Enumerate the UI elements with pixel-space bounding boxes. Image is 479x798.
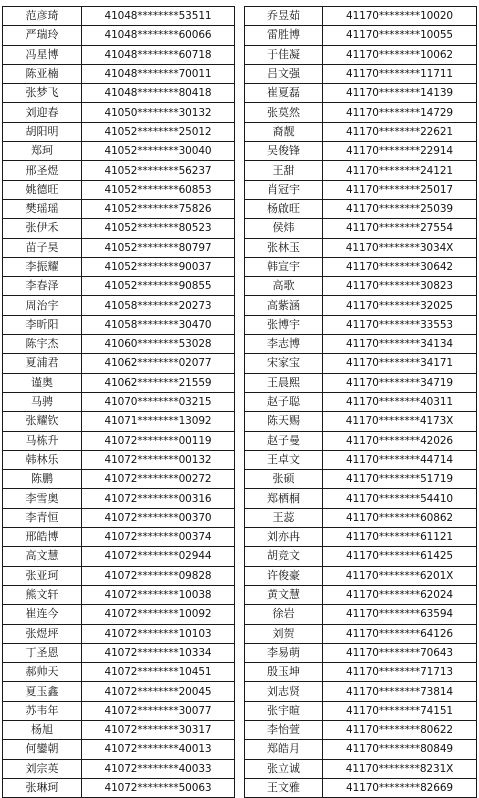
table-row xyxy=(3,219,235,238)
table-row xyxy=(3,528,235,547)
table-row xyxy=(245,585,477,604)
person-name-cell: 马骋 xyxy=(3,392,82,411)
id-number-cell: 41170********70643 xyxy=(323,643,477,662)
table-row xyxy=(3,84,235,103)
id-number-cell: 41170********22914 xyxy=(323,142,477,161)
person-name-cell: 马栋升 xyxy=(3,431,82,450)
id-number-cell: 41072********40033 xyxy=(82,759,235,778)
table-row xyxy=(245,392,477,411)
table-row xyxy=(245,122,477,141)
person-name-cell: 李春泽 xyxy=(3,277,82,296)
id-number-cell: 41048********53511 xyxy=(82,7,235,26)
id-number-cell: 41170********71713 xyxy=(323,663,477,682)
person-name-cell: 张硕 xyxy=(245,470,323,489)
table-row xyxy=(245,45,477,64)
id-number-cell: 41072********02944 xyxy=(82,547,235,566)
person-name-cell: 张耀钦 xyxy=(3,412,82,431)
table-row xyxy=(3,682,235,701)
id-number-cell: 41170********61425 xyxy=(323,547,477,566)
person-name-cell: 张琳珂 xyxy=(3,778,82,797)
person-name-cell: 许俊豪 xyxy=(245,566,323,585)
table-row xyxy=(3,643,235,662)
table-row xyxy=(245,778,477,797)
id-number-cell: 41170********73814 xyxy=(323,682,477,701)
table-row xyxy=(245,740,477,759)
table-row xyxy=(3,161,235,180)
person-name-cell: 高歌 xyxy=(245,277,323,296)
table-row xyxy=(245,605,477,624)
id-number-cell: 41052********90855 xyxy=(82,277,235,296)
id-number-cell: 41170********14729 xyxy=(323,103,477,122)
id-number-cell: 41170********22621 xyxy=(323,122,477,141)
person-name-cell: 崔连今 xyxy=(3,605,82,624)
person-name-cell: 张立诚 xyxy=(245,759,323,778)
person-name-cell: 裔靓 xyxy=(245,122,323,141)
id-number-cell: 41072********00132 xyxy=(82,450,235,469)
id-number-cell: 41170********34171 xyxy=(323,354,477,373)
id-number-cell: 41170********30642 xyxy=(323,257,477,276)
table-row xyxy=(245,547,477,566)
person-name-cell: 郝帅天 xyxy=(3,663,82,682)
person-name-cell: 韩林乐 xyxy=(3,450,82,469)
person-name-cell: 杨旭 xyxy=(3,720,82,739)
table-row xyxy=(245,238,477,257)
table-row xyxy=(3,547,235,566)
person-name-cell: 胡阳明 xyxy=(3,122,82,141)
person-name-cell: 刘志贤 xyxy=(245,682,323,701)
id-number-cell: 41060********53028 xyxy=(82,335,235,354)
table-row xyxy=(245,701,477,720)
table-row xyxy=(3,663,235,682)
id-number-cell: 41170********82669 xyxy=(323,778,477,797)
person-name-cell: 熊文轩 xyxy=(3,585,82,604)
id-number-cell: 41170********27554 xyxy=(323,219,477,238)
table-row xyxy=(3,605,235,624)
id-number-cell: 41170********64126 xyxy=(323,624,477,643)
person-name-cell: 邢圣煜 xyxy=(3,161,82,180)
id-number-cell: 41072********20045 xyxy=(82,682,235,701)
id-number-cell: 41072********00316 xyxy=(82,489,235,508)
table-row xyxy=(3,238,235,257)
id-number-cell: 41072********00370 xyxy=(82,508,235,527)
id-number-cell: 41170********80849 xyxy=(323,740,477,759)
id-number-cell: 41170********33553 xyxy=(323,315,477,334)
table-row xyxy=(245,489,477,508)
table-row xyxy=(245,624,477,643)
person-name-cell: 李志博 xyxy=(245,335,323,354)
person-name-cell: 雷胜博 xyxy=(245,26,323,45)
id-number-cell: 41170********8231X xyxy=(323,759,477,778)
person-name-cell: 冯星博 xyxy=(3,45,82,64)
id-number-cell: 41170********25017 xyxy=(323,180,477,199)
id-number-cell: 41170********4173X xyxy=(323,412,477,431)
table-row xyxy=(245,720,477,739)
id-number-cell: 41052********90037 xyxy=(82,257,235,276)
id-number-cell: 41048********60066 xyxy=(82,26,235,45)
id-number-cell: 41170********51719 xyxy=(323,470,477,489)
id-number-cell: 41170********10020 xyxy=(323,7,477,26)
person-name-cell: 张亚珂 xyxy=(3,566,82,585)
table-row xyxy=(245,470,477,489)
person-name-cell: 高文慧 xyxy=(3,547,82,566)
person-name-cell: 刘迎春 xyxy=(3,103,82,122)
person-name-cell: 刘贺 xyxy=(245,624,323,643)
table-row xyxy=(3,740,235,759)
id-number-cell: 41072********10038 xyxy=(82,585,235,604)
person-name-cell: 张煜坪 xyxy=(3,624,82,643)
id-number-cell: 41072********10451 xyxy=(82,663,235,682)
person-name-cell: 李易萌 xyxy=(245,643,323,662)
table-row xyxy=(3,315,235,334)
table-row xyxy=(3,701,235,720)
table-row xyxy=(245,508,477,527)
person-name-cell: 夏浦君 xyxy=(3,354,82,373)
id-number-cell: 41170********30823 xyxy=(323,277,477,296)
table-row xyxy=(3,26,235,45)
table-row xyxy=(3,508,235,527)
person-name-cell: 赵子曼 xyxy=(245,431,323,450)
id-number-cell: 41170********54410 xyxy=(323,489,477,508)
table-row xyxy=(245,335,477,354)
table-row xyxy=(245,759,477,778)
id-number-cell: 41072********50063 xyxy=(82,778,235,797)
id-number-cell: 41170********11711 xyxy=(323,64,477,83)
table-row xyxy=(3,431,235,450)
table-row xyxy=(245,257,477,276)
table-row xyxy=(245,180,477,199)
person-name-cell: 李振耀 xyxy=(3,257,82,276)
id-number-cell: 41170********14139 xyxy=(323,84,477,103)
id-number-cell: 41052********30040 xyxy=(82,142,235,161)
id-number-cell: 41048********70011 xyxy=(82,64,235,83)
id-number-cell: 41070********03215 xyxy=(82,392,235,411)
table-row xyxy=(245,7,477,26)
table-row xyxy=(245,219,477,238)
person-name-cell: 张林玉 xyxy=(245,238,323,257)
table-row xyxy=(245,354,477,373)
id-number-cell: 41048********60718 xyxy=(82,45,235,64)
person-name-cell: 丁圣恩 xyxy=(3,643,82,662)
table-row xyxy=(245,277,477,296)
person-name-cell: 黄文慧 xyxy=(245,585,323,604)
person-name-cell: 李怡萱 xyxy=(245,720,323,739)
id-number-cell: 41072********10103 xyxy=(82,624,235,643)
person-name-cell: 何鑾朝 xyxy=(3,740,82,759)
id-number-cell: 41062********02077 xyxy=(82,354,235,373)
table-row xyxy=(3,335,235,354)
person-name-cell: 李青恒 xyxy=(3,508,82,527)
right-roster-body xyxy=(245,7,477,798)
id-number-cell: 41052********60853 xyxy=(82,180,235,199)
table-row xyxy=(3,64,235,83)
id-number-cell: 41170********62024 xyxy=(323,585,477,604)
person-name-cell: 樊瑶瑶 xyxy=(3,199,82,218)
id-number-cell: 41072********09828 xyxy=(82,566,235,585)
person-name-cell: 严瑞玲 xyxy=(3,26,82,45)
table-row xyxy=(245,103,477,122)
person-name-cell: 李雪奥 xyxy=(3,489,82,508)
person-name-cell: 陈宇杰 xyxy=(3,335,82,354)
id-number-cell: 41052********25012 xyxy=(82,122,235,141)
table-row xyxy=(245,64,477,83)
person-name-cell: 宋家宝 xyxy=(245,354,323,373)
person-name-cell: 王文雅 xyxy=(245,778,323,797)
id-number-cell: 41072********10334 xyxy=(82,643,235,662)
person-name-cell: 胡竞文 xyxy=(245,547,323,566)
table-row xyxy=(245,663,477,682)
person-name-cell: 高紫涵 xyxy=(245,296,323,315)
person-name-cell: 杨啟旺 xyxy=(245,199,323,218)
id-number-cell: 41052********56237 xyxy=(82,161,235,180)
id-number-cell: 41050********30132 xyxy=(82,103,235,122)
table-row xyxy=(245,412,477,431)
table-row xyxy=(245,315,477,334)
table-row xyxy=(3,450,235,469)
person-name-cell: 范彦琦 xyxy=(3,7,82,26)
person-name-cell: 乔昱茹 xyxy=(245,7,323,26)
person-name-cell: 王蕊 xyxy=(245,508,323,527)
person-name-cell: 刘亦冉 xyxy=(245,528,323,547)
id-number-cell: 41170********6201X xyxy=(323,566,477,585)
table-row xyxy=(3,720,235,739)
id-number-cell: 41170********80622 xyxy=(323,720,477,739)
table-row xyxy=(3,7,235,26)
table-row xyxy=(245,566,477,585)
left-roster-body xyxy=(3,7,235,798)
left-roster-table xyxy=(2,6,235,798)
id-number-cell: 41072********10092 xyxy=(82,605,235,624)
table-row xyxy=(245,450,477,469)
id-number-cell: 41170********74151 xyxy=(323,701,477,720)
table-row xyxy=(3,103,235,122)
person-name-cell: 张莫然 xyxy=(245,103,323,122)
table-row xyxy=(3,296,235,315)
table-row xyxy=(3,142,235,161)
person-name-cell: 郑珂 xyxy=(3,142,82,161)
table-row xyxy=(245,142,477,161)
id-number-cell: 41170********42026 xyxy=(323,431,477,450)
person-name-cell: 殷玉坤 xyxy=(245,663,323,682)
table-row xyxy=(245,643,477,662)
table-row xyxy=(3,470,235,489)
id-number-cell: 41170********40311 xyxy=(323,392,477,411)
table-row xyxy=(245,199,477,218)
person-name-cell: 张宇暄 xyxy=(245,701,323,720)
id-number-cell: 41170********3034X xyxy=(323,238,477,257)
person-name-cell: 郑皓月 xyxy=(245,740,323,759)
table-row xyxy=(3,778,235,797)
table-row xyxy=(3,624,235,643)
table-row xyxy=(245,682,477,701)
id-number-cell: 41072********40013 xyxy=(82,740,235,759)
table-row xyxy=(245,84,477,103)
person-name-cell: 王晨熙 xyxy=(245,373,323,392)
person-name-cell: 夏玉鑫 xyxy=(3,682,82,701)
table-row xyxy=(3,412,235,431)
table-row xyxy=(245,26,477,45)
person-name-cell: 邢皓博 xyxy=(3,528,82,547)
person-name-cell: 刘宗英 xyxy=(3,759,82,778)
person-name-cell: 李昕阳 xyxy=(3,315,82,334)
table-row xyxy=(3,585,235,604)
id-number-cell: 41052********75826 xyxy=(82,199,235,218)
table-row xyxy=(3,45,235,64)
table-row xyxy=(3,199,235,218)
person-name-cell: 姚德旺 xyxy=(3,180,82,199)
id-number-cell: 41052********80797 xyxy=(82,238,235,257)
table-row xyxy=(245,296,477,315)
table-row xyxy=(3,257,235,276)
person-name-cell: 吴俊锋 xyxy=(245,142,323,161)
id-number-cell: 41072********00374 xyxy=(82,528,235,547)
table-row xyxy=(3,180,235,199)
id-number-cell: 41072********30077 xyxy=(82,701,235,720)
person-name-cell: 徐岩 xyxy=(245,605,323,624)
table-row xyxy=(3,392,235,411)
id-number-cell: 41058********20273 xyxy=(82,296,235,315)
id-number-cell: 41062********21559 xyxy=(82,373,235,392)
table-row xyxy=(3,489,235,508)
person-name-cell: 苏韦年 xyxy=(3,701,82,720)
table-row xyxy=(3,759,235,778)
person-name-cell: 崔夏磊 xyxy=(245,84,323,103)
id-number-cell: 41170********34719 xyxy=(323,373,477,392)
right-roster-table xyxy=(244,6,477,798)
id-number-cell: 41170********60862 xyxy=(323,508,477,527)
id-number-cell: 41170********10055 xyxy=(323,26,477,45)
person-name-cell: 王甜 xyxy=(245,161,323,180)
id-number-cell: 41071********13092 xyxy=(82,412,235,431)
person-name-cell: 赵子聪 xyxy=(245,392,323,411)
person-name-cell: 张博宇 xyxy=(245,315,323,334)
id-number-cell: 41072********00272 xyxy=(82,470,235,489)
table-row xyxy=(3,566,235,585)
table-row xyxy=(245,431,477,450)
person-name-cell: 张伊禾 xyxy=(3,219,82,238)
id-number-cell: 41170********10062 xyxy=(323,45,477,64)
id-number-cell: 41170********25039 xyxy=(323,199,477,218)
person-name-cell: 侯炜 xyxy=(245,219,323,238)
person-name-cell: 谨奥 xyxy=(3,373,82,392)
table-row xyxy=(245,528,477,547)
person-name-cell: 苗子昊 xyxy=(3,238,82,257)
person-name-cell: 肖冠宇 xyxy=(245,180,323,199)
person-name-cell: 张梦飞 xyxy=(3,84,82,103)
table-row xyxy=(245,373,477,392)
id-number-cell: 41170********32025 xyxy=(323,296,477,315)
person-name-cell: 于佳凝 xyxy=(245,45,323,64)
person-name-cell: 陈天赐 xyxy=(245,412,323,431)
person-name-cell: 王卓文 xyxy=(245,450,323,469)
id-number-cell: 41072********00119 xyxy=(82,431,235,450)
table-row xyxy=(3,354,235,373)
id-number-cell: 41170********61121 xyxy=(323,528,477,547)
person-name-cell: 吕文强 xyxy=(245,64,323,83)
table-row xyxy=(3,122,235,141)
person-name-cell: 郑栖桐 xyxy=(245,489,323,508)
id-number-cell: 41170********34134 xyxy=(323,335,477,354)
id-number-cell: 41170********63594 xyxy=(323,605,477,624)
person-name-cell: 韩宣宇 xyxy=(245,257,323,276)
id-number-cell: 41058********30470 xyxy=(82,315,235,334)
table-row xyxy=(3,277,235,296)
id-number-cell: 41072********30317 xyxy=(82,720,235,739)
id-number-cell: 41170********44714 xyxy=(323,450,477,469)
person-name-cell: 周治宇 xyxy=(3,296,82,315)
table-row xyxy=(3,373,235,392)
person-name-cell: 陈亚楠 xyxy=(3,64,82,83)
table-row xyxy=(245,161,477,180)
person-name-cell: 陈鹏 xyxy=(3,470,82,489)
id-number-cell: 41048********80418 xyxy=(82,84,235,103)
id-number-cell: 41052********80523 xyxy=(82,219,235,238)
id-number-cell: 41170********24121 xyxy=(323,161,477,180)
